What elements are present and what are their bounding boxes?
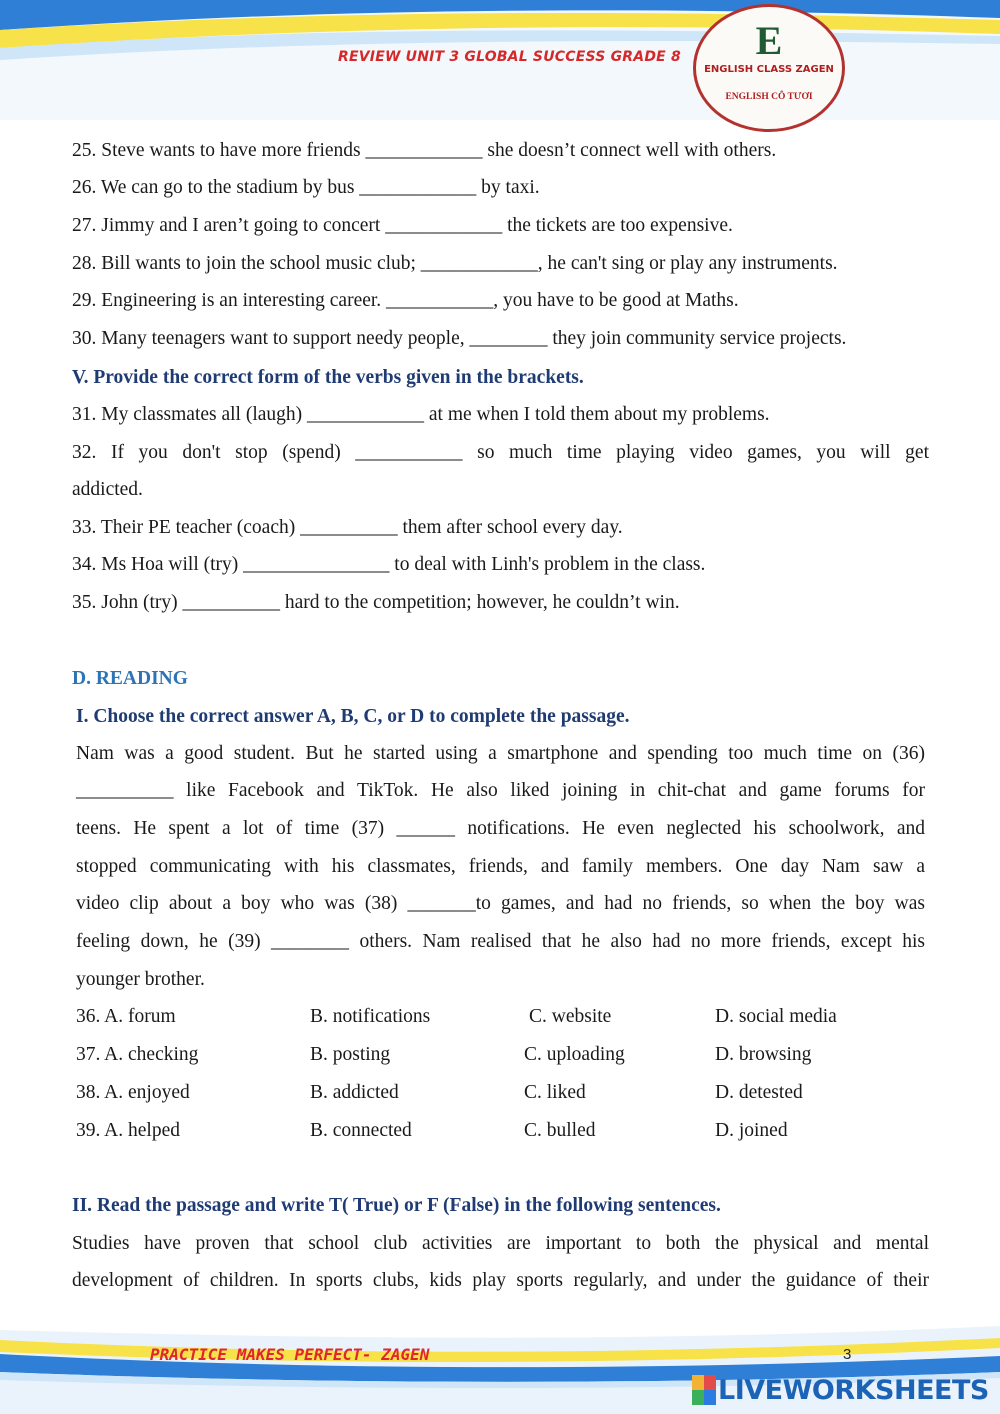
liveworksheets-icon [692,1375,716,1405]
liveworksheets-brand[interactable] [692,1372,989,1408]
question-28: 28. Bill wants to join the school music club; ____________, he can't sing or play any instruments. [72,253,838,274]
section-v-heading: V. Provide the correct form of the verbs given in the brackets. [72,367,584,388]
part-2-line-1: Studies have proven that school club activities are important to both the physical and mental [72,1233,929,1254]
option-37-d: D. browsing [715,1044,812,1065]
reading-part-1-heading: I. Choose the correct answer A, B, C, or D to complete the passage. [76,706,630,727]
logo-line-2: ENGLISH CÔ TƯƠI [725,92,813,102]
option-39-d: D. joined [715,1120,788,1141]
question-34: 34. Ms Hoa will (try) _______________ to deal with Linh's problem in the class. [72,554,706,575]
logo-line-1: ENGLISH CLASS ZAGEN [704,64,834,75]
option-39-a: 39. A. helped [76,1120,180,1141]
reading-title: D. READING [72,668,188,689]
question-31: 31. My classmates all (laugh) ____________ at me when I told them about my problems. [72,404,770,425]
option-36-a: 36. A. forum [76,1006,176,1027]
passage-line: teens. He spent a lot of time (37) ______ notifications. He even neglected his schoolwork, and [76,818,925,839]
passage-line: video clip about a boy who was (38) _______to games, and had no friends, so when the boy was [76,893,925,914]
question-32-line-2: addicted. [72,479,143,500]
question-26: 26. We can go to the stadium by bus ____________ by taxi. [72,177,540,198]
option-37-b: B. posting [310,1044,391,1065]
question-29: 29. Engineering is an interesting career. ___________, you have to be good at Maths. [72,290,739,311]
option-38-d: D. detested [715,1082,803,1103]
option-36-c: C. website [529,1006,612,1027]
page-header-title: REVIEW UNIT 3 GLOBAL SUCCESS GRADE 8 [338,49,681,65]
question-25: 25. Steve wants to have more friends ____________ she doesn’t connect well with others. [72,140,777,161]
passage-line: stopped communicating with his classmates, friends, and family members. One day Nam saw a [76,856,925,877]
question-27: 27. Jimmy and I aren’t going to concert ____________ the tickets are too expensive. [72,215,733,236]
option-38-b: B. addicted [310,1082,399,1103]
question-35: 35. John (try) __________ hard to the competition; however, he couldn’t win. [72,592,680,613]
passage-line: Nam was a good student. But he started using a smartphone and spending too much time on (36) [76,743,925,764]
option-37-a: 37. A. checking [76,1044,199,1065]
page-number: 3 [843,1346,852,1363]
logo-letter: E [755,18,783,63]
passage-line-last: younger brother. [76,969,205,990]
option-38-c: C. liked [524,1082,586,1103]
option-36-d: D. social media [715,1006,837,1027]
option-36-b: B. notifications [310,1006,431,1027]
footer-slogan: PRACTICE MAKES PERFECT- ZAGEN [150,1345,430,1364]
liveworksheets-text: LIVEWORKSHEETS [718,1374,989,1406]
option-38-a: 38. A. enjoyed [76,1082,190,1103]
part-2-line-2: development of children. In sports clubs, kids play sports regularly, and under the guidance of their [72,1270,929,1291]
option-39-c: C. bulled [524,1120,596,1141]
passage-line: __________ like Facebook and TikTok. He also liked joining in chit-chat and game forums for [76,780,925,801]
option-37-c: C. uploading [524,1044,625,1065]
option-39-b: B. connected [310,1120,412,1141]
passage-line: feeling down, he (39) ________ others. Nam realised that he also had no more friends, except his [76,931,925,952]
reading-part-2-heading: II. Read the passage and write T( True) or F (False) in the following sentences. [72,1195,721,1216]
question-33: 33. Their PE teacher (coach) __________ them after school every day. [72,517,623,538]
class-logo [693,4,845,132]
question-30: 30. Many teenagers want to support needy people, ________ they join community service projects. [72,328,847,349]
question-32-line-1: 32. If you don't stop (spend) ___________ so much time playing video games, you will get [72,442,929,463]
